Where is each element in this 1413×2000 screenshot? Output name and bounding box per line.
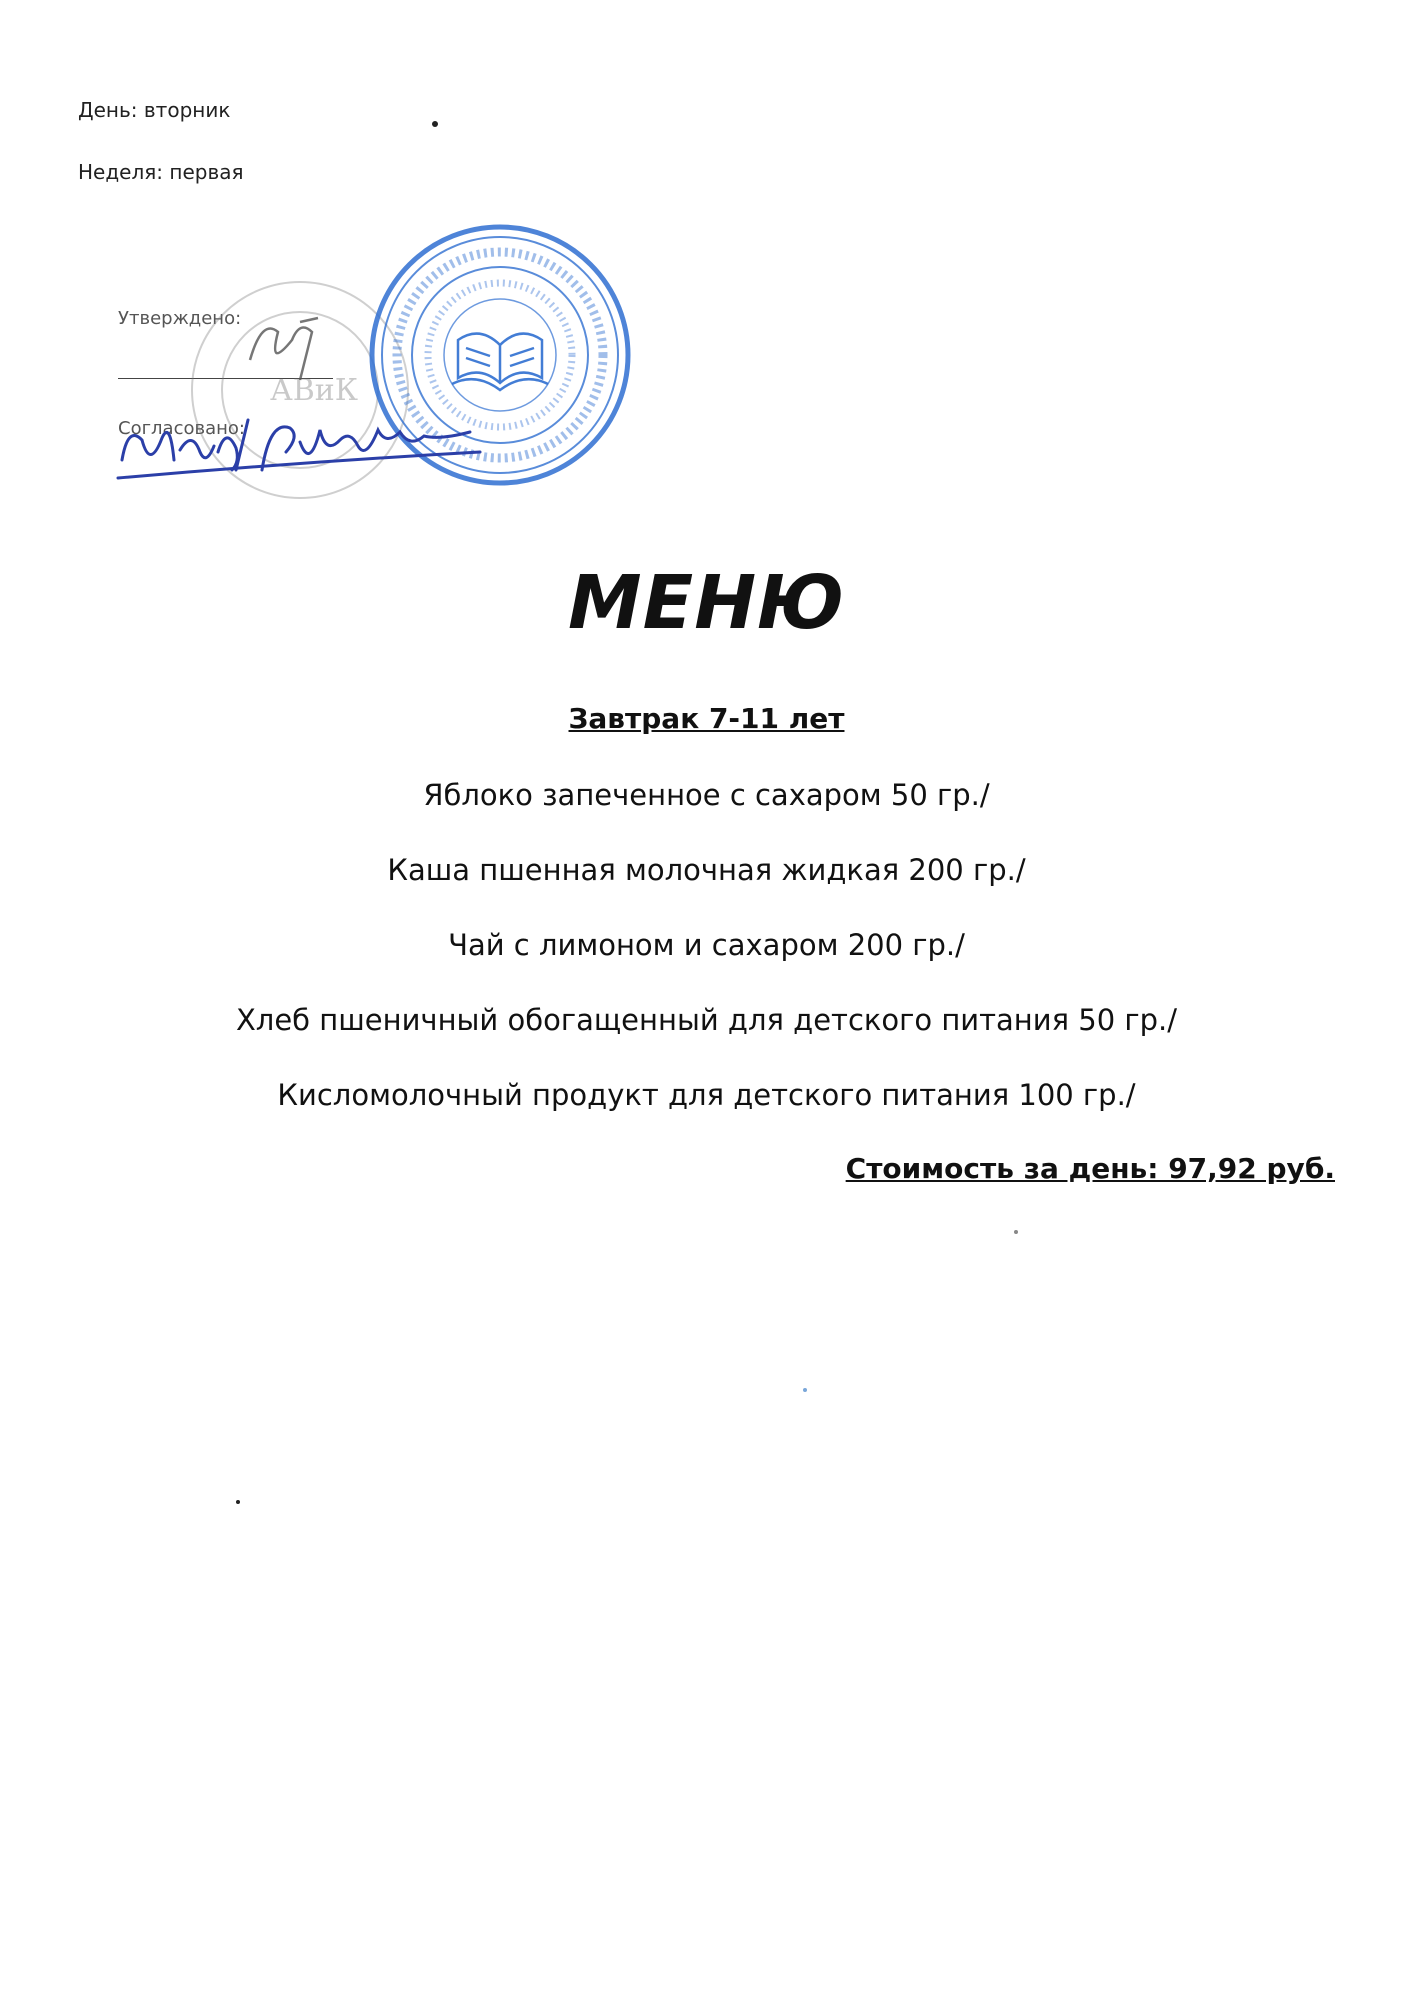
menu-item: Каша пшенная молочная жидкая 200 гр./	[387, 853, 1026, 887]
week-label: Неделя: первая	[78, 160, 244, 184]
day-label: День: вторник	[78, 98, 231, 122]
agreed-label: Согласовано:	[118, 418, 245, 439]
menu-item: Чай с лимоном и сахаром 200 гр./	[448, 928, 965, 962]
scan-speck	[432, 121, 438, 127]
scan-speck	[236, 1500, 240, 1504]
school-stamp	[372, 227, 628, 483]
menu-title: МЕНЮ	[568, 560, 845, 646]
open-book-icon	[452, 334, 548, 390]
svg-text:АВиК: АВиК	[270, 373, 358, 408]
approved-signature-line	[118, 378, 333, 379]
menu-item: Яблоко запеченное с сахаром 50 гр./	[423, 778, 990, 812]
approved-label: Утверждено:	[118, 308, 242, 329]
section-title: Завтрак 7-11 лет	[568, 702, 845, 735]
approval-signature	[250, 318, 318, 380]
menu-item: Кисломолочный продукт для детского питания 100 гр./	[277, 1078, 1136, 1112]
scan-speck	[1014, 1230, 1018, 1234]
daily-cost: Стоимость за день: 97,92 руб.	[845, 1152, 1335, 1185]
menu-item: Хлеб пшеничный обогащенный для детского питания 50 гр./	[235, 1003, 1178, 1037]
scan-speck	[803, 1388, 807, 1392]
